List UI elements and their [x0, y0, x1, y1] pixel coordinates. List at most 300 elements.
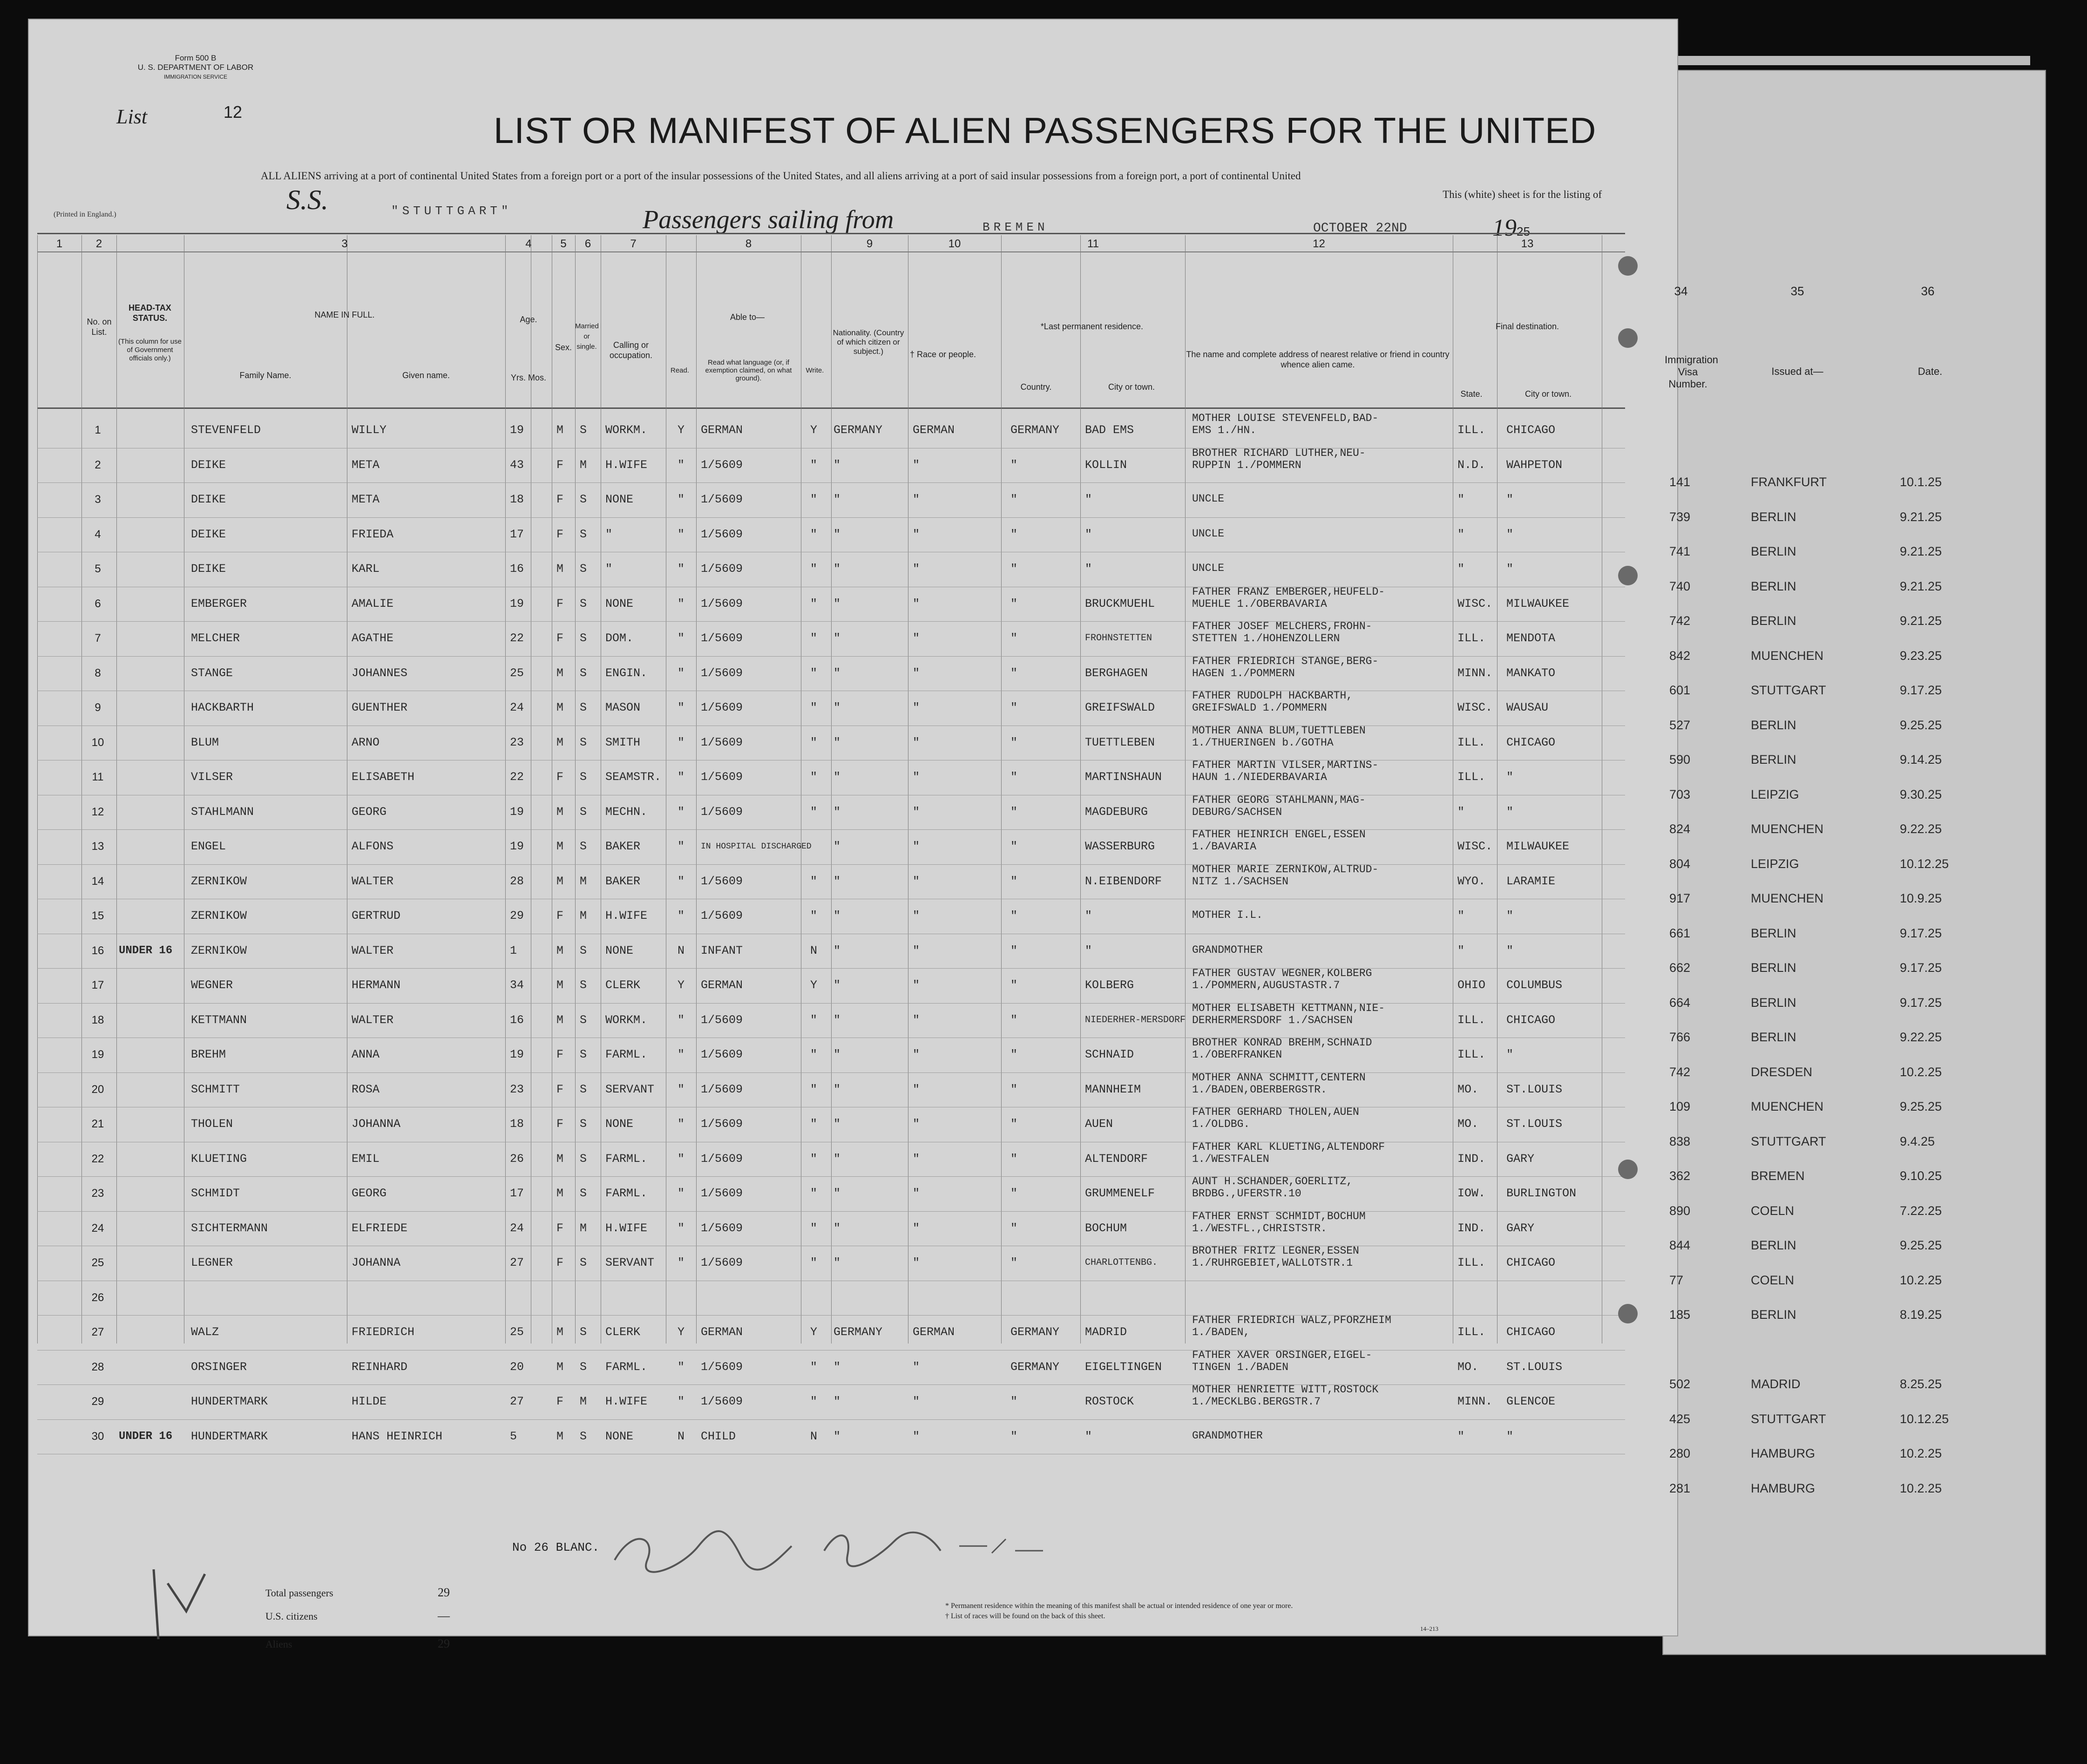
can-read: "	[678, 735, 685, 749]
row-number: 2	[95, 458, 101, 471]
nationality: "	[833, 770, 841, 784]
marital-status: S	[580, 1117, 587, 1131]
destination-state: ILL.	[1457, 631, 1486, 645]
can-write: N	[810, 943, 818, 957]
visa-issued-at: BERLIN	[1751, 614, 1796, 628]
nearest-relative-line: RUPPIN 1./POMMERN	[1192, 459, 1301, 471]
visa-number: 804	[1669, 856, 1691, 871]
family-name: MELCHER	[191, 631, 240, 645]
read-language: 1/5609	[701, 1256, 743, 1269]
aliens-value: 29	[438, 1637, 450, 1650]
occupation: FARML.	[605, 1360, 648, 1374]
visa-date: 9.23.25	[1900, 648, 1942, 663]
visa-date: 9.17.25	[1900, 683, 1942, 697]
can-read: "	[678, 597, 685, 611]
row-number: 26	[91, 1291, 104, 1304]
residence-country: "	[1010, 840, 1018, 853]
visa-date: 9.22.25	[1900, 822, 1942, 836]
can-write: "	[810, 1048, 818, 1061]
occupation: "	[605, 527, 613, 541]
family-name: STEVENFELD	[191, 423, 261, 437]
race: "	[913, 1013, 920, 1027]
residence-country: "	[1010, 1048, 1018, 1061]
sex: M	[556, 978, 564, 992]
can-write: "	[810, 1256, 818, 1269]
visa-number: 601	[1669, 683, 1691, 697]
list-number: 12	[224, 102, 243, 122]
destination-state: ILL.	[1457, 423, 1486, 437]
read-language: 1/5609	[701, 770, 743, 784]
visa-issued-at: MADRID	[1751, 1377, 1801, 1391]
nationality: "	[833, 735, 841, 749]
row-number: 7	[95, 632, 101, 645]
race: GERMAN	[913, 423, 955, 437]
given-name: GEORG	[352, 805, 387, 819]
given-name: ELFRIEDE	[352, 1221, 408, 1235]
nearest-relative-line: UNCLE	[1192, 562, 1225, 574]
race: "	[913, 562, 920, 576]
right-col-number-35: 35	[1790, 284, 1804, 298]
age: 24	[510, 701, 524, 714]
family-name: BLUM	[191, 735, 219, 749]
age: 17	[510, 1187, 524, 1200]
nationality: GERMANY	[833, 423, 883, 437]
given-name: WALTER	[352, 1013, 394, 1027]
visa-date: 10.9.25	[1900, 891, 1942, 905]
residence-country: "	[1010, 701, 1018, 714]
race: "	[913, 1082, 920, 1096]
nationality: GERMANY	[833, 1325, 883, 1339]
age: 27	[510, 1395, 524, 1408]
residence-country: "	[1010, 1117, 1018, 1131]
year-suffix: 25	[1517, 224, 1530, 238]
age: 17	[510, 527, 524, 541]
form-number: Form 500 B	[175, 54, 217, 62]
can-write: "	[810, 527, 818, 541]
residence-country: "	[1010, 1082, 1018, 1096]
race: "	[913, 1152, 920, 1166]
visa-issued-at: BERLIN	[1751, 995, 1796, 1010]
destination-state: ILL.	[1457, 1325, 1486, 1339]
sex: M	[556, 1013, 564, 1027]
read-language: 1/5609	[701, 805, 743, 819]
destination-state: ILL.	[1457, 735, 1486, 749]
nationality: "	[833, 805, 841, 819]
read-language: 1/5609	[701, 1187, 743, 1200]
visa-date: 10.2.25	[1900, 1065, 1942, 1079]
family-name: VILSER	[191, 770, 233, 784]
sex: F	[556, 1395, 564, 1408]
row-number: 20	[91, 1083, 104, 1096]
inspector-signature	[605, 1518, 1164, 1583]
residence-country: "	[1010, 874, 1018, 888]
column-line	[505, 235, 506, 1343]
aliens-label: Aliens	[265, 1638, 292, 1650]
read-language: 1/5609	[701, 1117, 743, 1131]
nearest-relative-line: FATHER FRIEDRICH STANGE,BERG-	[1192, 655, 1379, 667]
nearest-relative-line: DERHERMERSDORF 1./SACHSEN	[1192, 1014, 1353, 1026]
sex: M	[556, 562, 564, 576]
total-label: Total passengers	[265, 1587, 333, 1599]
header-dest-city: City or town.	[1525, 389, 1572, 399]
can-read: "	[678, 701, 685, 714]
residence-city: "	[1085, 493, 1092, 506]
occupation: NONE	[605, 1429, 634, 1443]
column-number: 13	[1521, 237, 1534, 250]
read-language: 1/5609	[701, 666, 743, 680]
destination-state: ILL.	[1457, 1013, 1486, 1027]
age: 22	[510, 770, 524, 784]
row-number: 28	[91, 1360, 104, 1373]
visa-issued-at: BERLIN	[1751, 926, 1796, 940]
nearest-relative-line: FATHER RUDOLPH HACKBARTH,	[1192, 690, 1353, 702]
family-name: LEGNER	[191, 1256, 233, 1269]
header-read-what: Read what language (or, if exemption claimed, on what ground).	[705, 359, 792, 382]
marital-status: S	[580, 562, 587, 576]
nearest-relative-line: FATHER KARL KLUETING,ALTENDORF	[1192, 1140, 1385, 1153]
given-name: ROSA	[352, 1082, 380, 1096]
destination-city: "	[1506, 562, 1514, 576]
destination-state: IND.	[1457, 1152, 1486, 1166]
age: 22	[510, 631, 524, 645]
race: "	[913, 666, 920, 680]
nearest-relative-line: GRANDMOTHER	[1192, 1429, 1263, 1442]
residence-city: MARTINSHAUN	[1085, 770, 1162, 784]
visa-number: 280	[1669, 1446, 1691, 1460]
residence-city: BRUCKMUEHL	[1085, 597, 1155, 611]
age: 18	[510, 1117, 524, 1131]
destination-state: ILL.	[1457, 1048, 1486, 1061]
age: 19	[510, 597, 524, 611]
nearest-relative-line: FATHER GEORG STAHLMANN,MAG-	[1192, 794, 1366, 806]
family-name: KETTMANN	[191, 1013, 247, 1027]
destination-city: MILWAUKEE	[1506, 597, 1570, 611]
ss-label: S.S.	[286, 184, 328, 215]
residence-country: "	[1010, 1013, 1018, 1027]
family-name: SCHMITT	[191, 1082, 240, 1096]
column-number: 1	[56, 237, 63, 250]
destination-city: CHICAGO	[1506, 1256, 1556, 1269]
visa-issued-at: BERLIN	[1751, 1238, 1796, 1252]
destination-city: CHICAGO	[1506, 735, 1556, 749]
marital-status: M	[580, 874, 587, 888]
read-language: 1/5609	[701, 1360, 743, 1374]
sex: F	[556, 770, 564, 784]
sex: M	[556, 1325, 564, 1339]
nearest-relative-line: FATHER XAVER ORSINGER,EIGEL-	[1192, 1349, 1372, 1361]
visa-number: 740	[1669, 579, 1691, 593]
sex: M	[556, 423, 564, 437]
nearest-relative-line: 1./RUHRGEBIET,WALLOTSTR.1	[1192, 1257, 1353, 1269]
marital-status: S	[580, 666, 587, 680]
nearest-relative-line: FATHER GERHARD THOLEN,AUEN	[1192, 1106, 1359, 1118]
right-col-number-34: 34	[1674, 284, 1688, 298]
row-line	[37, 1003, 1625, 1004]
nationality: "	[833, 527, 841, 541]
header-sex: Sex.	[555, 343, 572, 352]
row-number: 12	[91, 805, 104, 818]
residence-country: "	[1010, 1256, 1018, 1269]
destination-city: GLENCOE	[1506, 1395, 1556, 1408]
row-line	[37, 1072, 1625, 1073]
row-line	[37, 1211, 1625, 1212]
row-number: 22	[91, 1152, 104, 1165]
occupation: NONE	[605, 943, 634, 957]
destination-city: WAHPETON	[1506, 458, 1563, 472]
age: 23	[510, 1082, 524, 1096]
marital-status: S	[580, 770, 587, 784]
destination-state: "	[1457, 493, 1465, 506]
destination-city: CHICAGO	[1506, 1325, 1556, 1339]
row-line	[37, 829, 1625, 830]
nearest-relative-line: FATHER GUSTAV WEGNER,KOLBERG	[1192, 967, 1372, 979]
destination-state: "	[1457, 943, 1465, 957]
destination-state: MO.	[1457, 1360, 1479, 1374]
row-number: 18	[91, 1013, 104, 1026]
age: 1	[510, 943, 517, 957]
nearest-relative-line: 1./OBERFRANKEN	[1192, 1049, 1282, 1061]
destination-city: CHICAGO	[1506, 423, 1556, 437]
race: "	[913, 458, 920, 472]
residence-city: WASSERBURG	[1085, 840, 1155, 853]
row-number: 1	[95, 424, 101, 436]
residence-country: GERMANY	[1010, 1360, 1060, 1374]
occupation: BAKER	[605, 874, 641, 888]
residence-city: FROHNSTETTEN	[1085, 633, 1152, 644]
row-number: 17	[91, 979, 104, 991]
binder-hole	[1618, 1304, 1638, 1323]
row-line	[37, 968, 1625, 969]
sex: M	[556, 735, 564, 749]
can-write: "	[810, 458, 818, 472]
nationality: "	[833, 1429, 841, 1443]
nearest-relative-line: FATHER FRANZ EMBERGER,HEUFELD-	[1192, 585, 1385, 598]
visa-date: 9.17.25	[1900, 926, 1942, 940]
destination-state: ILL.	[1457, 1256, 1486, 1269]
header-age: Age.	[520, 315, 537, 324]
row-number: 21	[91, 1118, 104, 1130]
nationality: "	[833, 666, 841, 680]
family-name: HACKBARTH	[191, 701, 254, 714]
marital-status: S	[580, 597, 587, 611]
head-tax-status: UNDER 16	[119, 1430, 173, 1443]
background-sheet-edge	[1658, 56, 2030, 65]
family-name: DEIKE	[191, 458, 226, 472]
read-language: 1/5609	[701, 1082, 743, 1096]
can-read: "	[678, 458, 685, 472]
visa-date: 7.22.25	[1900, 1203, 1942, 1218]
nearest-relative-line: UNCLE	[1192, 493, 1225, 505]
race: "	[913, 1187, 920, 1200]
visa-date: 9.21.25	[1900, 614, 1942, 628]
nearest-relative-line: HAGEN 1./POMMERN	[1192, 667, 1295, 679]
nationality: "	[833, 1082, 841, 1096]
visa-date: 9.10.25	[1900, 1169, 1942, 1183]
nearest-relative-line: STETTEN 1./HOHENZOLLERN	[1192, 632, 1340, 645]
column-line	[696, 235, 697, 1343]
nationality: "	[833, 1187, 841, 1200]
visa-number: 838	[1669, 1134, 1691, 1148]
marital-status: S	[580, 1013, 587, 1027]
header-read: Read.	[670, 366, 690, 374]
age: 28	[510, 874, 524, 888]
can-read: "	[678, 666, 685, 680]
visa-issued-at: MUENCHEN	[1751, 648, 1824, 663]
destination-state: MINN.	[1457, 1395, 1493, 1408]
form-identifier	[107, 54, 284, 81]
residence-country: "	[1010, 943, 1018, 957]
visa-issued-at: STUTTGART	[1751, 1134, 1826, 1148]
nearest-relative-line: MUEHLE 1./OBERBAVARIA	[1192, 597, 1327, 610]
read-language: INFANT	[701, 943, 743, 957]
column-number: 12	[1313, 237, 1325, 250]
column-number: 6	[584, 237, 591, 250]
nearest-relative-line: AUNT H.SCHANDER,GOERLITZ,	[1192, 1175, 1353, 1187]
visa-issued-at: DRESDEN	[1751, 1065, 1813, 1079]
nearest-relative-line: 1./WESTFL.,CHRISTSTR.	[1192, 1222, 1327, 1235]
destination-city: "	[1506, 1048, 1514, 1061]
destination-city: GARY	[1506, 1221, 1535, 1235]
marital-status: S	[580, 1082, 587, 1096]
header-yrs-mos: Yrs. Mos.	[510, 373, 546, 382]
destination-state: WISC.	[1457, 701, 1493, 714]
header-head-tax-note: (This column for use of Government officials only.)	[118, 338, 182, 362]
can-write: "	[810, 1221, 818, 1235]
nationality: "	[833, 1117, 841, 1131]
nationality: "	[833, 597, 841, 611]
residence-country: "	[1010, 1221, 1018, 1235]
row-number: 4	[95, 528, 101, 541]
visa-number: 141	[1669, 475, 1691, 489]
row-line	[37, 1384, 1625, 1385]
can-write: "	[810, 735, 818, 749]
list-label: List	[116, 105, 148, 128]
residence-city: ALTENDORF	[1085, 1152, 1148, 1166]
occupation: FARML.	[605, 1048, 648, 1061]
visa-date: 10.1.25	[1900, 475, 1942, 489]
can-write: Y	[810, 423, 818, 437]
sex: M	[556, 1187, 564, 1200]
destination-city: CHICAGO	[1506, 1013, 1556, 1027]
column-line	[37, 235, 38, 1343]
column-number: 11	[1087, 237, 1099, 250]
visa-number: 109	[1669, 1099, 1691, 1113]
visa-number: 742	[1669, 1065, 1691, 1079]
total-value: 29	[438, 1586, 450, 1599]
occupation: SERVANT	[605, 1256, 655, 1269]
residence-city: BOCHUM	[1085, 1221, 1127, 1235]
family-name: DEIKE	[191, 562, 226, 576]
can-read: "	[678, 805, 685, 819]
row-line	[37, 656, 1625, 657]
nationality: "	[833, 701, 841, 714]
row-line	[37, 1419, 1625, 1420]
column-line	[1080, 235, 1081, 1343]
destination-city: "	[1506, 909, 1514, 923]
nationality: "	[833, 978, 841, 992]
can-read: "	[678, 562, 685, 576]
occupation: CLERK	[605, 1325, 641, 1339]
occupation: CLERK	[605, 978, 641, 992]
marital-status: S	[580, 1256, 587, 1269]
can-write: "	[810, 493, 818, 506]
read-language: GERMAN	[701, 978, 743, 992]
marital-status: S	[580, 1048, 587, 1061]
residence-country: "	[1010, 1395, 1018, 1408]
visa-number: 661	[1669, 926, 1691, 940]
marital-status: S	[580, 1152, 587, 1166]
row-number: 13	[91, 840, 104, 853]
column-line	[831, 235, 832, 1343]
can-write: "	[810, 1152, 818, 1166]
nationality: "	[833, 562, 841, 576]
residence-city: MADRID	[1085, 1325, 1127, 1339]
row-number: 3	[95, 493, 101, 506]
visa-number: 824	[1669, 822, 1691, 836]
given-name: ARNO	[352, 735, 380, 749]
visa-date: 9.25.25	[1900, 718, 1942, 732]
marital-status: S	[580, 631, 587, 645]
destination-state: "	[1457, 909, 1465, 923]
residence-city: GRUMMENELF	[1085, 1187, 1155, 1200]
residence-country: "	[1010, 458, 1018, 472]
nearest-relative-line: MOTHER ELISABETH KETTMANN,NIE-	[1192, 1002, 1385, 1014]
nearest-relative-line: FATHER JOSEF MELCHERS,FROHN-	[1192, 620, 1372, 632]
visa-date: 9.22.25	[1900, 1030, 1942, 1044]
nearest-relative-line: BROTHER KONRAD BREHM,SCHNAID	[1192, 1037, 1372, 1049]
age: 25	[510, 1325, 524, 1339]
race: "	[913, 1395, 920, 1408]
destination-state: IOW.	[1457, 1187, 1486, 1200]
form-code: 14–213	[1420, 1625, 1438, 1632]
row-number: 23	[91, 1187, 104, 1200]
destination-city: "	[1506, 493, 1514, 506]
visa-issued-at: LEIPZIG	[1751, 856, 1799, 871]
family-name: KLUETING	[191, 1152, 247, 1166]
destination-state: "	[1457, 1429, 1465, 1443]
given-name: GERTRUD	[352, 909, 401, 923]
visa-number: 662	[1669, 961, 1691, 975]
can-read: Y	[678, 1325, 685, 1339]
destination-state: N.D.	[1457, 458, 1486, 472]
family-name: THOLEN	[191, 1117, 233, 1131]
nearest-relative-line: MOTHER MARIE ZERNIKOW,ALTRUD-	[1192, 863, 1379, 875]
given-name: META	[352, 493, 380, 506]
column-line	[1185, 235, 1186, 1343]
read-language: CHILD	[701, 1429, 736, 1443]
column-number: 2	[95, 237, 102, 250]
can-write: "	[810, 597, 818, 611]
can-write: "	[810, 562, 818, 576]
race: "	[913, 840, 920, 853]
age: 19	[510, 805, 524, 819]
visa-issued-at: BERLIN	[1751, 718, 1796, 732]
service: IMMIGRATION SERVICE	[163, 74, 228, 80]
family-name: DEIKE	[191, 527, 226, 541]
age: 43	[510, 458, 524, 472]
marital-status: S	[580, 1187, 587, 1200]
header-write: Write.	[806, 366, 824, 374]
can-read: "	[678, 1221, 685, 1235]
header-able-to: Able to—	[730, 312, 765, 322]
row-number: 24	[91, 1221, 104, 1235]
race: "	[913, 597, 920, 611]
row-number: 11	[92, 771, 104, 783]
read-language: 1/5609	[701, 701, 743, 714]
occupation: WORKM.	[605, 1013, 648, 1027]
nationality: "	[833, 874, 841, 888]
citizens-label: U.S. citizens	[265, 1610, 318, 1622]
